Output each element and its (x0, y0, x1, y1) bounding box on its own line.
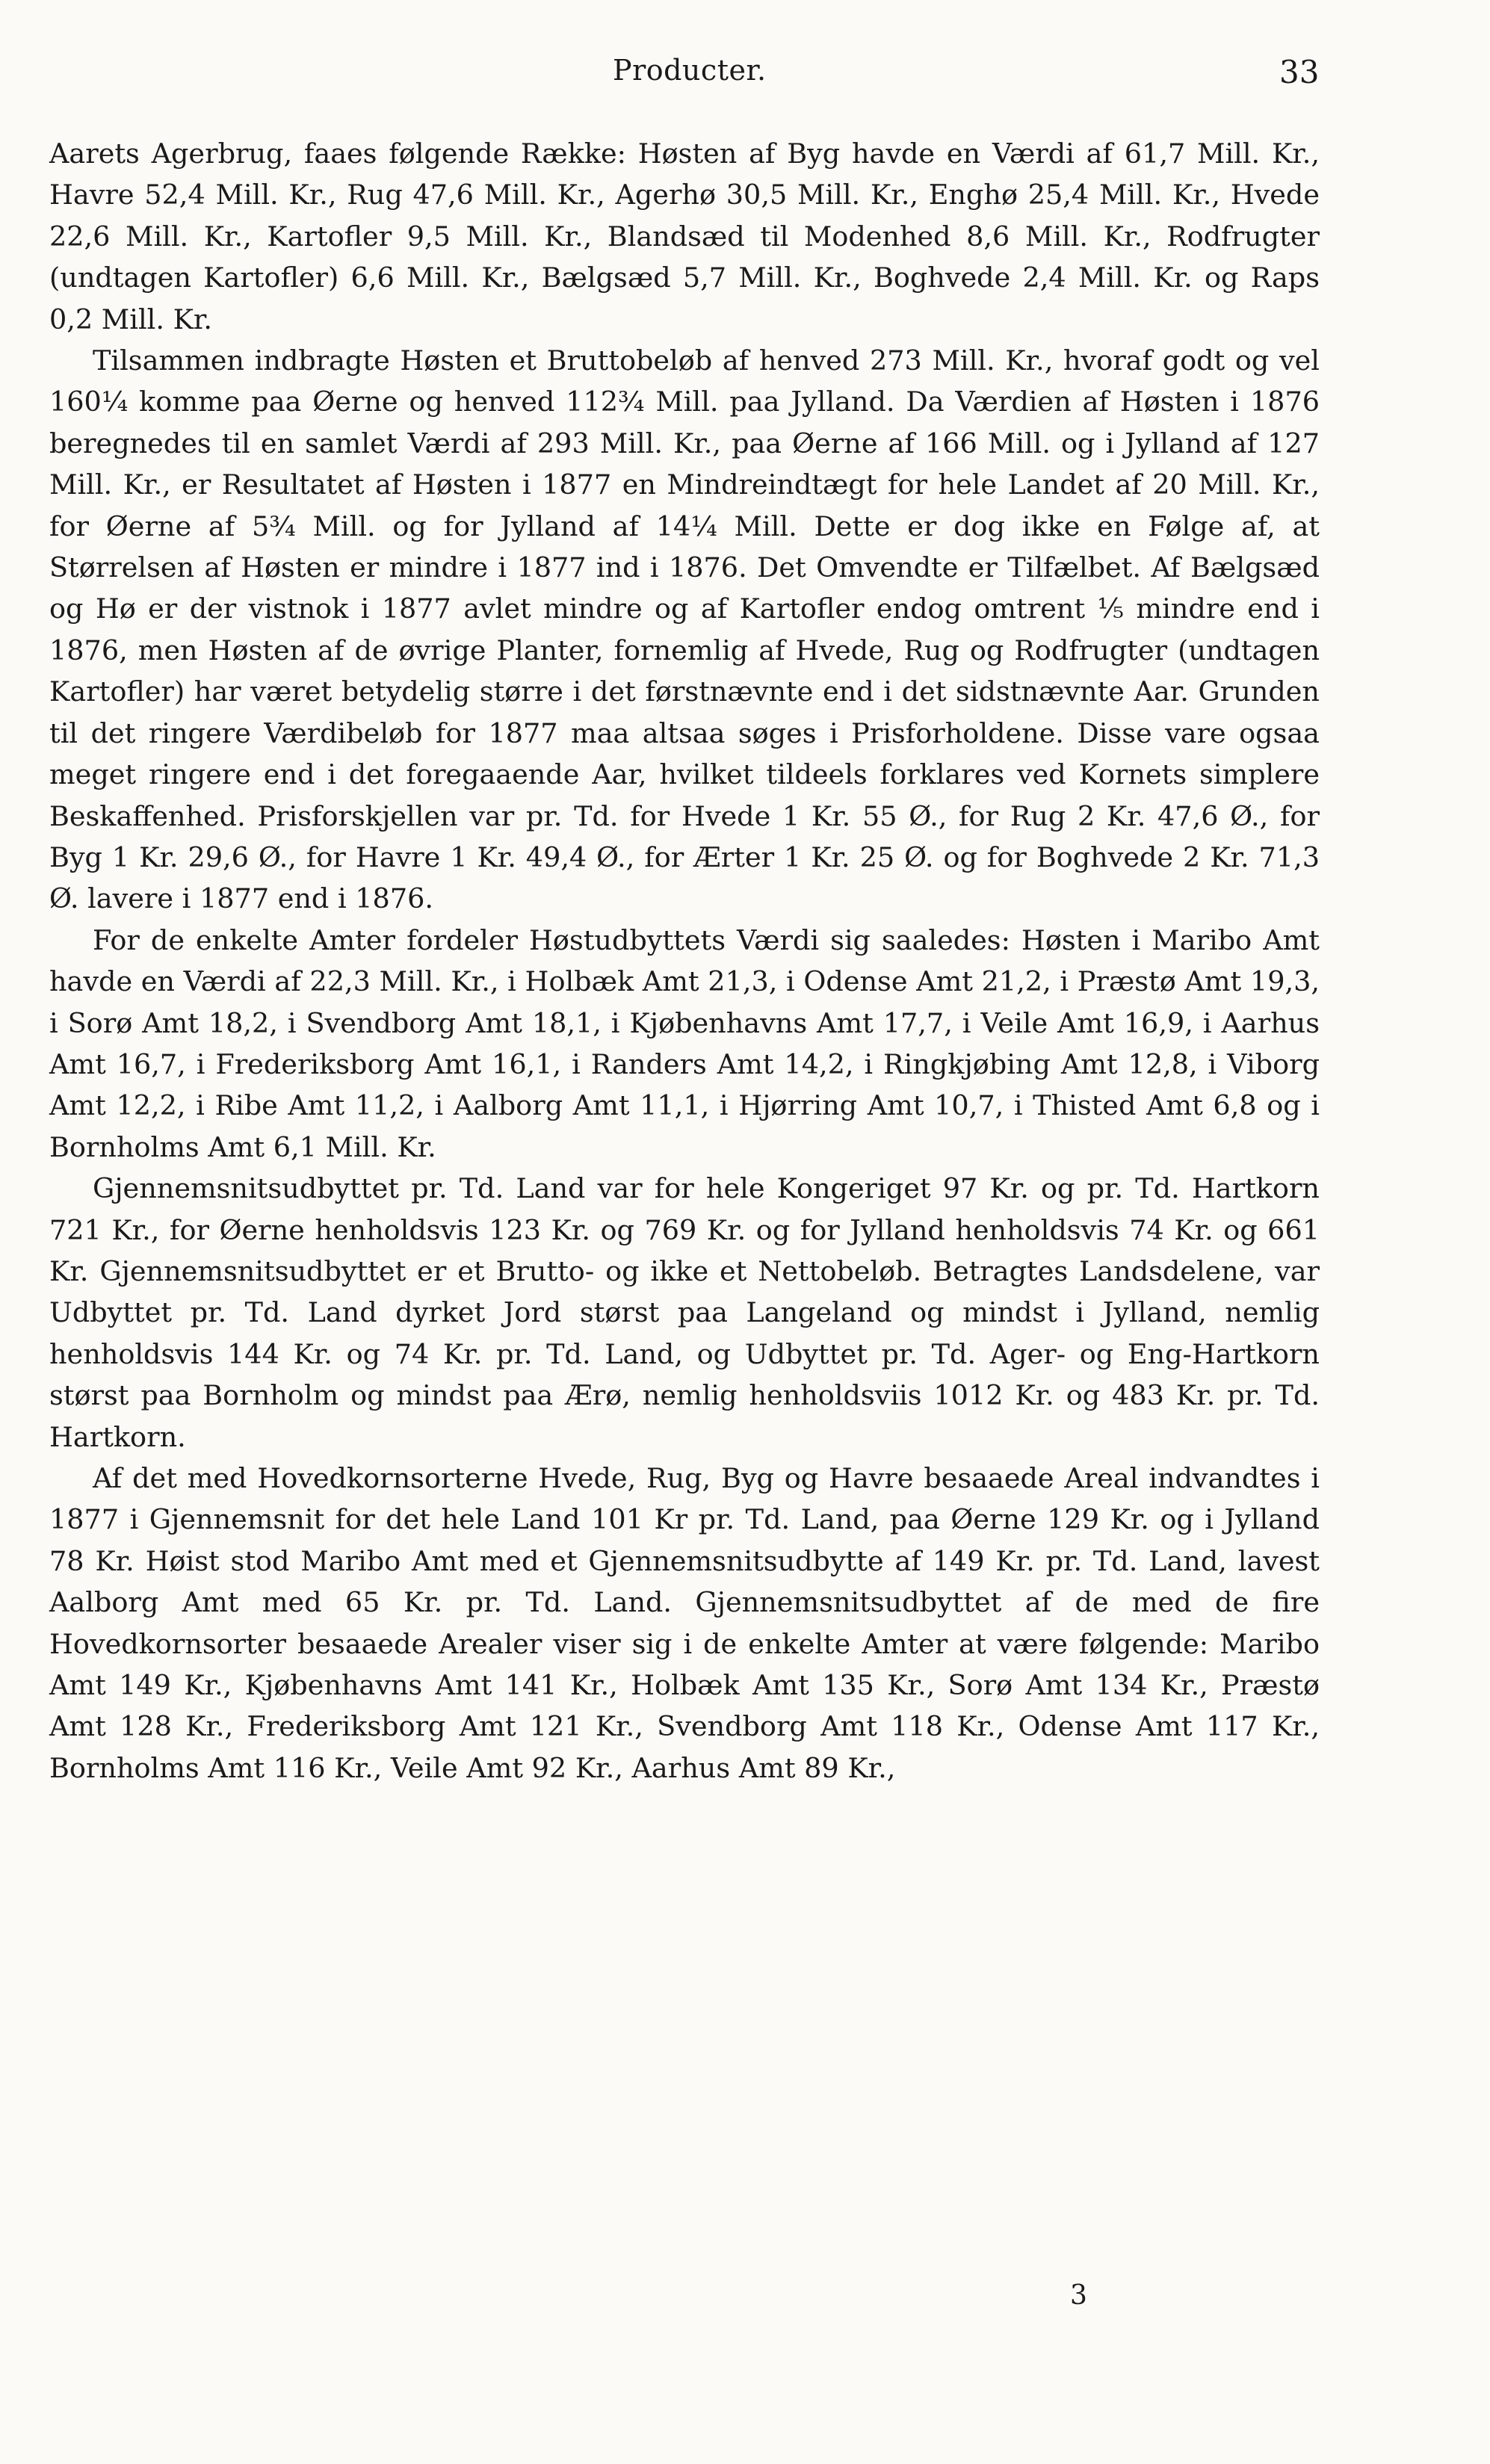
paragraph-2: Tilsammen indbragte Høsten et Bruttobeløb af henved 273 Mill. Kr., hvoraf godt og vel 160¼ komme paa Øerne og henved 112¾ Mill. paa Jylland. Da Værdien af Høsten i 1876 beregnedes til en samlet Værdi af 293 Mill. Kr., paa Øerne af 166 Mill. og i Jylland af 127 Mill. Kr., er Resultatet af Høsten i 1877 en Mindreindtægt for hele Landet af 20 Mill. Kr., for Øerne af 5¾ Mill. og for Jylland af 14¼ Mill. Dette er dog ikke en Følge af, at Størrelsen af Høsten er mindre i 1877 ind i 1876. Det Omvendte er Tilfælbet. Af Bælgsæd og Hø er der vistnok i 1877 avlet mindre og af Kartofler endog omtrent ⅕ mindre end i 1876, men Høsten af de øvrige Planter, fornemlig af Hvede, Rug og Rodfrugter (undtagen Kartofler) har været betydelig større i det førstnævnte end i det sidstnævnte Aar. Grunden til det ringere Værdibeløb for 1877 maa altsaa søges i Prisforholdene. Disse vare ogsaa meget ringere end i det foregaaende Aar, hvilket tildeels forklares ved Kornets simplere Beskaffenhed. Prisforskjellen var pr. Td. for Hvede 1 Kr. 55 Ø., for Rug 2 Kr. 47,6 Ø., for Byg 1 Kr. 29,6 Ø., for Havre 1 Kr. 49,4 Ø., for Ærter 1 Kr. 25 Ø. og for Boghvede 2 Kr. 71,3 Ø. lavere i 1877 end i 1876. (49, 344, 1320, 915)
sheet-signature-mark: 3 (1070, 2280, 1087, 2311)
running-title: Producter. (613, 54, 767, 87)
paragraph-3: For de enkelte Amter fordeler Høstudbyttets Værdi sig saaledes: Høsten i Maribo Amt havde en Værdi af 22,3 Mill. Kr., i Holbæk Amt 21,3, i Odense Amt 21,2, i Præstø Amt 19,3, i Sorø Amt 18,2, i Svendborg Amt 18,1, i Kjøbenhavns Amt 17,7, i Veile Amt 16,9, i Aarhus Amt 16,7, i Frederiksborg Amt 16,1, i Randers Amt 14,2, i Ringkjøbing Amt 12,8, i Viborg Amt 12,2, i Ribe Amt 11,2, i Aalborg Amt 11,1, i Hjørring Amt 10,7, i Thisted Amt 6,8 og i Bornholms Amt 6,1 Mill. Kr. (49, 923, 1320, 1163)
page-header (0, 54, 1490, 99)
page-number: 33 (1279, 54, 1320, 90)
paragraph-4: Gjennemsnitsudbyttet pr. Td. Land var for hele Kongeriget 97 Kr. og pr. Td. Hartkorn 721 Kr., for Øerne henholdsvis 123 Kr. og 769 Kr. og for Jylland henholdsvis 74 Kr. og 661 Kr. Gjennemsnitsudbyttet er et Brutto- og ikke et Nettobeløb. Betragtes Landsdelene, var Udbyttet pr. Td. Land dyrket Jord størst paa Langeland og mindst i Jylland, nemlig henholdsvis 144 Kr. og 74 Kr. pr. Td. Land, og Udbyttet pr. Td. Ager- og Eng-Hartkorn størst paa Bornholm og mindst paa Ærø, nemlig henholdsviis 1012 Kr. og 483 Kr. pr. Td. Hartkorn. (49, 1172, 1320, 1453)
paragraph-1: Aarets Agerbrug, faaes følgende Række: Høsten af Byg havde en Værdi af 61,7 Mill. Kr., Havre 52,4 Mill. Kr., Rug 47,6 Mill. Kr., Agerhø 30,5 Mill. Kr., Enghø 25,4 Mill. Kr., Hvede 22,6 Mill. Kr., Kartofler 9,5 Mill. Kr., Blandsæd til Modenhed 8,6 Mill. Kr., Rodfrugter (undtagen Kartofler) 6,6 Mill. Kr., Bælgsæd 5,7 Mill. Kr., Boghvede 2,4 Mill. Kr. og Raps 0,2 Mill. Kr. (49, 137, 1320, 335)
paragraph-5: Af det med Hovedkornsorterne Hvede, Rug, Byg og Havre besaaede Areal indvandtes i 1877 i Gjennemsnit for det hele Land 101 Kr pr. Td. Land, paa Øerne 129 Kr. og i Jylland 78 Kr. Høist stod Maribo Amt med et Gjennemsnitsudbytte af 149 Kr. pr. Td. Land, lavest Aalborg Amt med 65 Kr. pr. Td. Land. Gjennemsnitsudbyttet af de med de fire Hovedkornsorter besaaede Arealer viser sig i de enkelte Amter at være følgende: Maribo Amt 149 Kr., Kjøbenhavns Amt 141 Kr., Holbæk Amt 135 Kr., Sorø Amt 134 Kr., Præstø Amt 128 Kr., Frederiksborg Amt 121 Kr., Svendborg Amt 118 Kr., Odense Amt 117 Kr., Bornholms Amt 116 Kr., Veile Amt 92 Kr., Aarhus Amt 89 Kr., (49, 1462, 1320, 1784)
body-text (49, 133, 1320, 1789)
